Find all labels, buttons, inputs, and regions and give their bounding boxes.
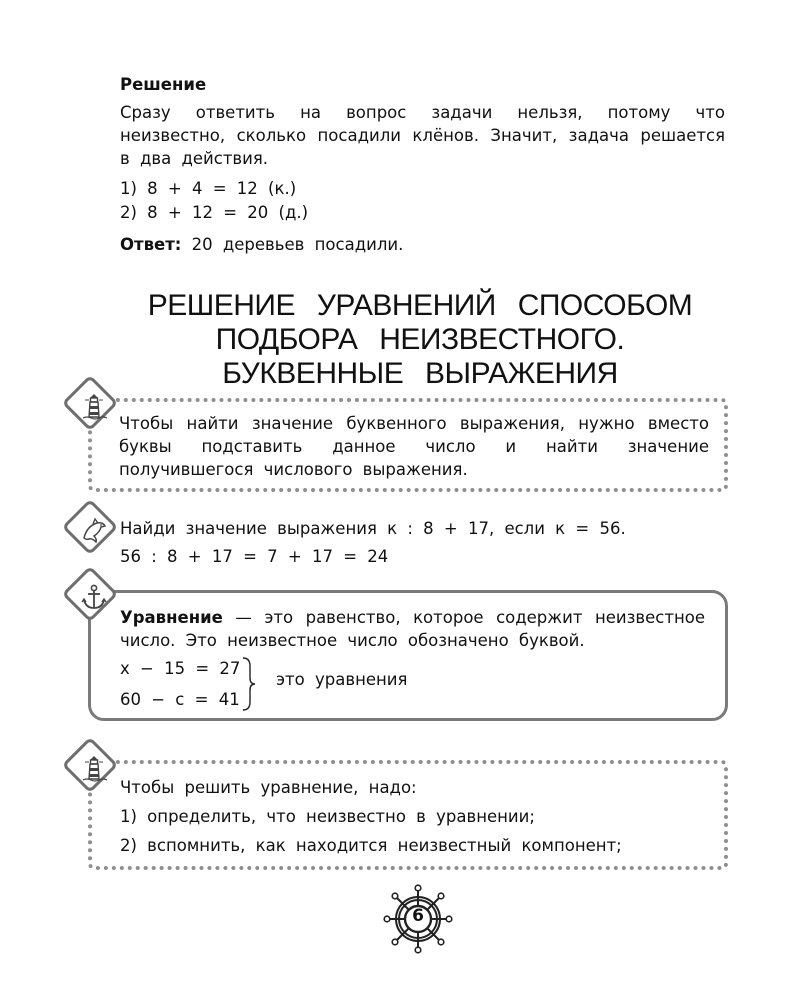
page-number: 6 bbox=[412, 906, 424, 926]
anchor-icon bbox=[77, 581, 111, 615]
example-solution: 56 : 8 + 17 = 7 + 17 = 24 bbox=[120, 547, 389, 566]
definition-text bbox=[120, 606, 705, 652]
answer-label: Ответ: bbox=[120, 235, 182, 254]
dolphin-icon bbox=[77, 514, 111, 548]
definition-body: — это равенство, которое содержит неизвестное число. Это неизвестное число обозначено буквой. bbox=[120, 608, 705, 650]
example-task: Найди значение выражения к : 8 + 17, если к = 56. bbox=[120, 519, 626, 538]
solution-text: Сразу ответить на вопрос задачи нельзя, потому что неизвестно, сколько посадили клёнов. Значит, задача решается в два действия. bbox=[120, 103, 725, 168]
answer-text: 20 деревьев посадили. bbox=[181, 235, 404, 254]
steps-intro: Чтобы решить уравнение, надо: bbox=[120, 778, 417, 797]
solution-heading: Решение bbox=[120, 75, 207, 94]
lighthouse-icon bbox=[77, 752, 111, 786]
lighthouse-icon bbox=[77, 390, 111, 424]
solution-step-1: 1) 8 + 4 = 12 (к.) bbox=[120, 179, 297, 198]
equation-2: 60 − с = 41 bbox=[120, 690, 240, 709]
solution-step-2: 2) 8 + 12 = 20 (д.) bbox=[120, 203, 309, 222]
brace-icon bbox=[241, 656, 257, 712]
solution-answer bbox=[120, 233, 403, 256]
steps-item-1: 1) определить, что неизвестно в уравнении; bbox=[120, 807, 535, 826]
section-title-line-2: ПОДБОРА НЕИЗВЕСТНОГО. bbox=[215, 323, 625, 356]
section-title-line-3: БУКВЕННЫЕ ВЫРАЖЕНИЯ bbox=[222, 357, 618, 390]
steps-item-2: 2) вспомнить, как находится неизвестный компонент; bbox=[120, 836, 622, 855]
equations-label: это уравнения bbox=[276, 670, 408, 689]
rule-text: Чтобы найти значение буквенного выражения, нужно вместо буквы подставить данное число и найти значение получившегося числового выражения. bbox=[119, 414, 709, 479]
section-title-line-1: РЕШЕНИЕ УРАВНЕНИЙ СПОСОБОМ bbox=[147, 289, 693, 322]
equation-1: х − 15 = 27 bbox=[120, 659, 241, 678]
definition-term: Уравнение bbox=[120, 608, 223, 627]
